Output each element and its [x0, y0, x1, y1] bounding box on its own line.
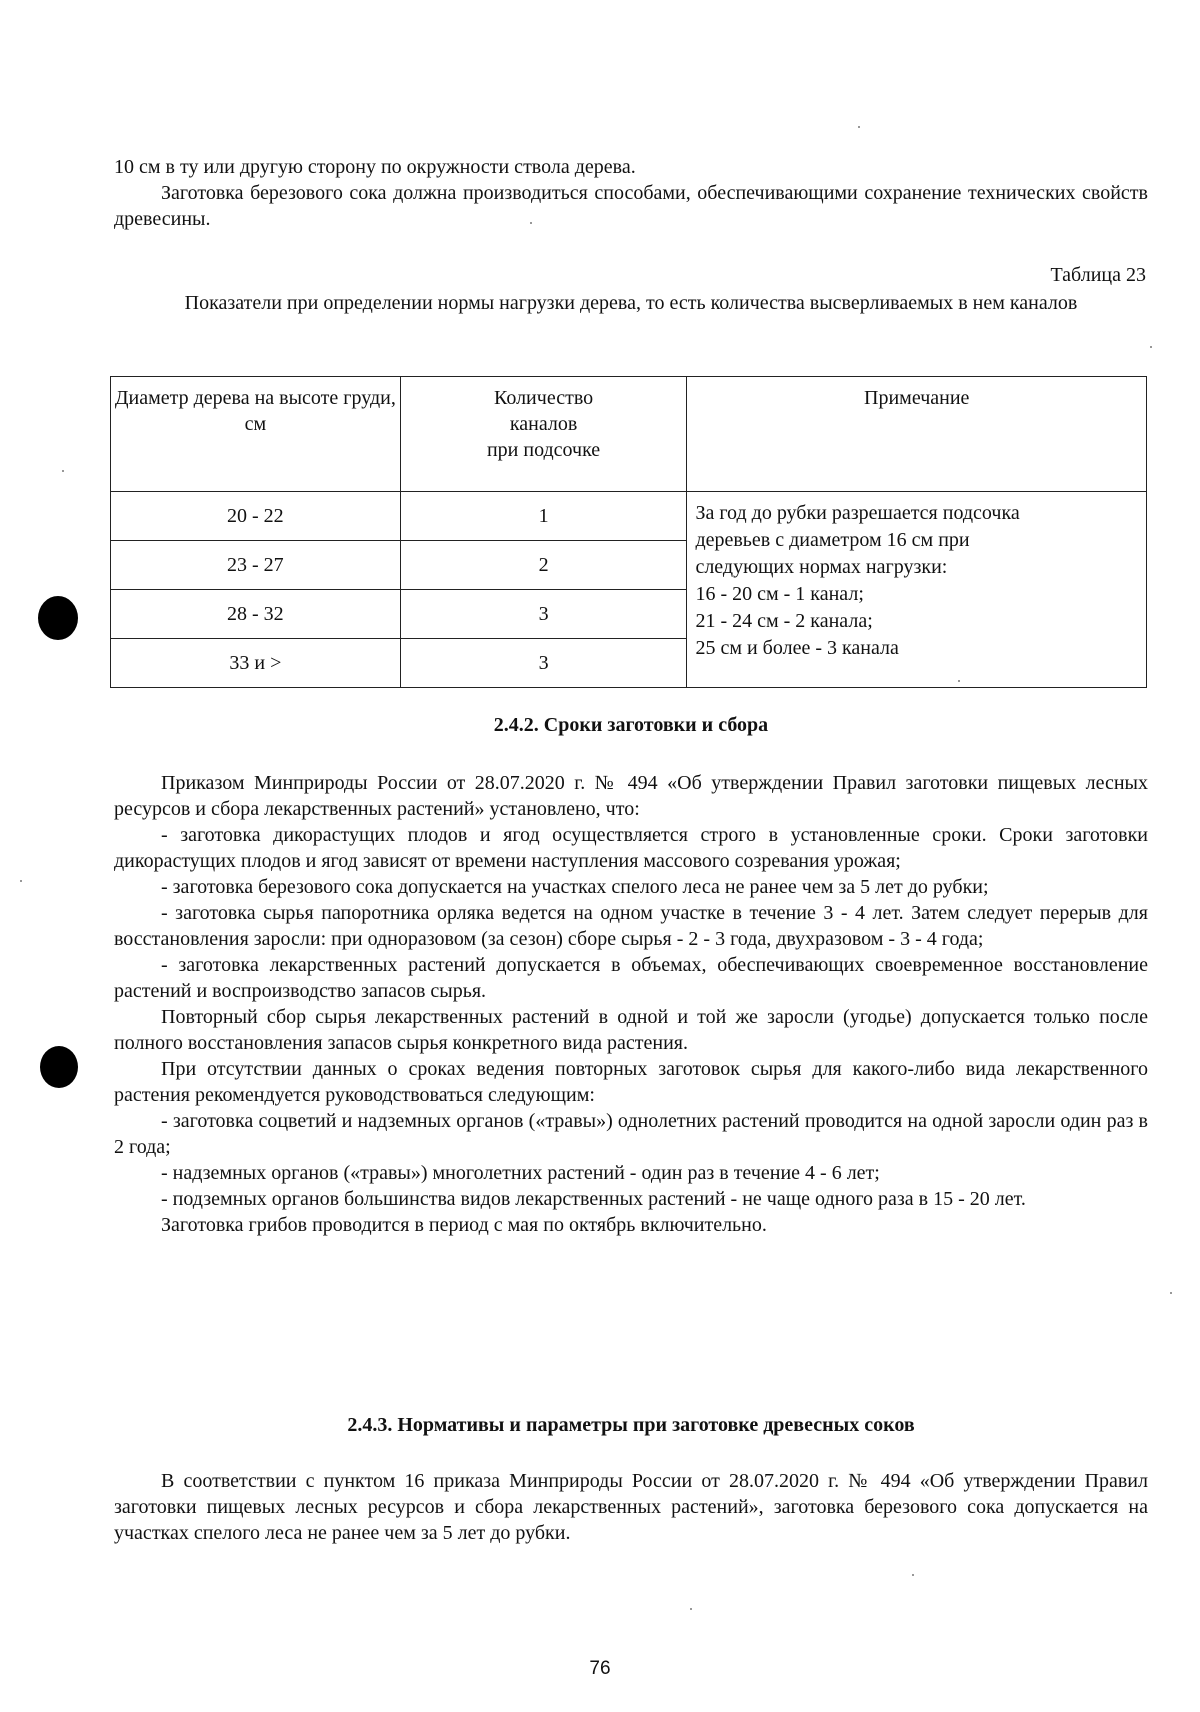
table-header-row — [111, 377, 1147, 492]
section-2-4-2-body — [114, 770, 1148, 1238]
table-row — [111, 492, 1147, 541]
paragraph-birch-sap-method: Заготовка березового сока должна производиться способами, обеспечивающими сохранение технических свойств древесины. — [114, 182, 1148, 230]
header-diameter: Диаметр дерева на высоте груди, см — [111, 377, 401, 492]
paragraph: Приказом Минприроды России от 28.07.2020 г. № 494 «Об утверждении Правил заготовки пищевых лесных ресурсов и сбора лекарственных растений» установлено, что: — [114, 772, 1148, 820]
table-label: Таблица 23 — [1050, 264, 1146, 286]
cell-diameter: 28 - 32 — [111, 590, 401, 639]
table-caption: Показатели при определении нормы нагрузки дерева, то есть количества высверливаемых в нем каналов — [184, 292, 1078, 314]
section-heading-2-4-3: 2.4.3. Нормативы и параметры при заготовке древесных соков — [347, 1414, 915, 1436]
scan-speck — [62, 470, 64, 472]
page-number: 76 — [589, 1658, 611, 1679]
list-item: - заготовка сырья папоротника орляка ведется на одном участке в течение 3 - 4 лет. Затем следует перерыв для восстановления заросли: при одноразовом (за сезон) сборе сырья - 2 - 3 года, двухразовом - 3 - 4 года; — [114, 902, 1148, 950]
cell-note: За год до рубки разрешается подсочка деревьев с диаметром 16 см при следующих нормах нагрузки: 16 - 20 см - 1 канал; 21 - 24 см - 2 канала; 25 см и более - 3 канала — [687, 492, 1147, 688]
list-item: - заготовка дикорастущих плодов и ягод осуществляется строго в установленные сроки. Сроки заготовки дикорастущих плодов и ягод зависят от времени наступления массового созревания урожая; — [114, 824, 1148, 872]
paragraph: Заготовка грибов проводится в период с мая по октябрь включительно. — [161, 1214, 767, 1236]
paragraph: Повторный сбор сырья лекарственных растений в одной и той же заросли (угодье) допускается только после полного восстановления запасов сырья конкретного вида растения. — [114, 1006, 1148, 1054]
scan-speck — [530, 222, 532, 224]
cell-channels: 2 — [400, 541, 687, 590]
paragraph-continuation: 10 см в ту или другую сторону по окружности ствола дерева. — [114, 156, 636, 178]
punch-hole-decoration — [38, 596, 78, 640]
scan-speck — [1150, 346, 1152, 348]
punch-hole-decoration — [40, 1046, 78, 1088]
cell-channels: 3 — [400, 590, 687, 639]
cell-diameter: 20 - 22 — [111, 492, 401, 541]
cell-channels: 3 — [400, 639, 687, 688]
cell-diameter: 23 - 27 — [111, 541, 401, 590]
section-heading-2-4-2: 2.4.2. Сроки заготовки и сбора — [493, 714, 769, 736]
scan-speck — [912, 1574, 914, 1576]
tapping-norms-table — [110, 376, 1147, 688]
list-item: - надземных органов («травы») многолетних растений - один раз в течение 4 - 6 лет; — [161, 1162, 880, 1184]
scan-speck — [20, 880, 22, 882]
cell-channels: 1 — [400, 492, 687, 541]
header-channels: Количество каналов при подсочке — [400, 377, 687, 492]
cell-diameter: 33 и > — [111, 639, 401, 688]
paragraph: При отсутствии данных о сроках ведения повторных заготовок сырья для какого-либо вида лекарственного растения рекомендуется руководствоваться следующим: — [114, 1058, 1148, 1106]
scan-speck — [690, 1608, 692, 1610]
scan-speck — [1170, 1292, 1172, 1294]
list-item: - заготовка лекарственных растений допускается в объемах, обеспечивающих своевременное восстановление растений и воспроизводство запасов сырья. — [114, 954, 1148, 1002]
list-item: - заготовка березового сока допускается на участках спелого леса не ранее чем за 5 лет до рубки; — [161, 876, 989, 898]
scan-speck — [858, 126, 860, 128]
list-item: - подземных органов большинства видов лекарственных растений - не чаще одного раза в 15 - 20 лет. — [161, 1188, 1026, 1210]
header-note: Примечание — [687, 377, 1147, 492]
section-2-4-3-body: В соответствии с пунктом 16 приказа Минприроды России от 28.07.2020 г. № 494 «Об утверждении Правил заготовки пищевых лесных ресурсов и сбора лекарственных растений», заготовка березового сока допускается на участках спелого леса не ранее чем за 5 лет до рубки. — [114, 1470, 1148, 1544]
list-item: - заготовка соцветий и надземных органов («травы») однолетних растений проводится на одной заросли один раз в 2 года; — [114, 1110, 1148, 1158]
scan-speck — [958, 680, 960, 682]
